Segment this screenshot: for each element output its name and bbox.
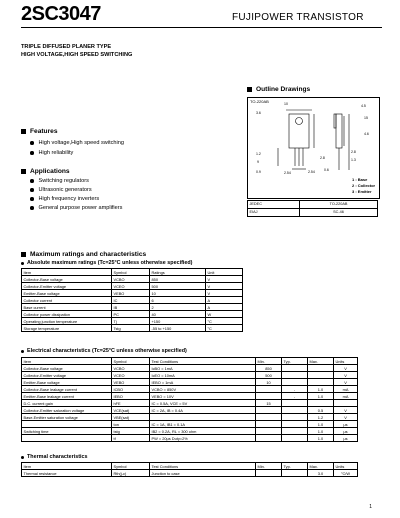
table-cell bbox=[282, 372, 308, 379]
column-header: Units bbox=[334, 358, 358, 365]
outline-heading: Outline Drawings bbox=[247, 86, 310, 93]
table-cell: Base-Emitter saturation voltage bbox=[22, 414, 112, 421]
column-header: Ratings bbox=[150, 269, 206, 276]
table-cell: 1.0 bbox=[308, 421, 334, 428]
square-bullet-icon bbox=[247, 87, 252, 92]
table-header-row bbox=[22, 358, 358, 365]
table-cell: IC = 2A, IB = 0.4A bbox=[150, 407, 256, 414]
header-rule bbox=[21, 27, 382, 28]
table-cell: 2 bbox=[150, 304, 206, 311]
table-cell: VEBO = 10V bbox=[150, 393, 256, 400]
table-row bbox=[22, 393, 358, 400]
table-cell: V bbox=[334, 407, 358, 414]
table-cell: mA bbox=[334, 393, 358, 400]
table-row bbox=[248, 201, 378, 209]
table-cell: Collector power dissipation bbox=[22, 311, 112, 318]
table-cell: 6 bbox=[150, 297, 206, 304]
bullet-icon bbox=[30, 151, 34, 155]
table-header-row bbox=[22, 269, 243, 276]
table-cell: hFE bbox=[112, 400, 150, 407]
table-cell bbox=[282, 421, 308, 428]
table-cell: Tstg bbox=[112, 325, 150, 332]
table-cell: Switching time bbox=[22, 428, 112, 435]
column-header: Item bbox=[22, 358, 112, 365]
dim-label: 2.8 bbox=[351, 150, 356, 154]
table-cell: °C bbox=[206, 325, 243, 332]
pin-legend bbox=[352, 177, 375, 195]
table-cell: IC bbox=[112, 297, 150, 304]
elec-char-table-body bbox=[22, 365, 358, 442]
pin-label: 1 : Base bbox=[352, 177, 368, 182]
table-cell bbox=[256, 386, 282, 393]
table-cell: 850 bbox=[150, 276, 206, 283]
table-cell: Collector-Emitter saturation voltage bbox=[22, 407, 112, 414]
dim-label: 2.8 bbox=[320, 156, 325, 160]
table-cell: D.C. current gain bbox=[22, 400, 112, 407]
bullet-icon bbox=[30, 188, 34, 192]
list-item: High reliability bbox=[30, 150, 73, 156]
table-row bbox=[22, 400, 358, 407]
bullet-icon bbox=[30, 206, 34, 210]
column-header: Typ. bbox=[282, 358, 308, 365]
table-cell: tstg bbox=[112, 428, 150, 435]
table-row bbox=[248, 209, 378, 217]
table-cell: 3.0 bbox=[308, 470, 334, 477]
table-row bbox=[22, 365, 358, 372]
table-cell: V bbox=[206, 290, 243, 297]
table-cell: Collector-Base voltage bbox=[22, 365, 112, 372]
list-item: Ultrasonic generators bbox=[30, 187, 92, 193]
table-cell: °C bbox=[206, 318, 243, 325]
table-cell: 10 bbox=[256, 379, 282, 386]
abs-max-table-body bbox=[22, 276, 243, 332]
abs-max-table bbox=[21, 268, 243, 332]
table-cell: mA bbox=[334, 386, 358, 393]
column-header: Symbol bbox=[112, 463, 150, 470]
list-item: General purpose power amplifiers bbox=[30, 205, 122, 211]
table-cell: Emitter-Base voltage bbox=[22, 290, 112, 297]
table-cell: SC-46 bbox=[300, 209, 378, 217]
table-cell: - bbox=[282, 386, 308, 393]
table-row bbox=[22, 379, 358, 386]
table-row bbox=[22, 414, 358, 421]
table-cell bbox=[334, 400, 358, 407]
table-cell: IcBO = 1mA bbox=[150, 365, 256, 372]
table-cell: °C/W bbox=[334, 470, 358, 477]
table-cell: IEBO bbox=[112, 393, 150, 400]
table-row bbox=[22, 297, 243, 304]
table-cell: JEDEC bbox=[248, 201, 300, 209]
column-header: Item bbox=[22, 269, 112, 276]
table-cell: EIAJ bbox=[248, 209, 300, 217]
table-cell: VCBO bbox=[112, 365, 150, 372]
table-cell: μs bbox=[334, 435, 358, 442]
table-cell: IC = 0.5A, VCE = 5V bbox=[150, 400, 256, 407]
list-item: High voltage,High speed switching bbox=[30, 140, 124, 146]
table-row bbox=[22, 318, 243, 325]
table-cell: IB bbox=[112, 304, 150, 311]
table-cell: V bbox=[334, 372, 358, 379]
table-cell: IcEO = 10mA bbox=[150, 372, 256, 379]
bullet-icon bbox=[21, 456, 24, 459]
dim-label: 1.2 bbox=[256, 152, 261, 156]
subtitle-line1: TRIPLE DIFFUSED PLANER TYPE bbox=[21, 44, 112, 50]
table-row bbox=[22, 435, 358, 442]
thermal-table-body bbox=[22, 470, 358, 477]
table-cell: Thermal resistance bbox=[22, 470, 112, 477]
table-cell: μs bbox=[334, 421, 358, 428]
table-cell: Emitter-Base leakage current bbox=[22, 393, 112, 400]
table-cell: 1.2 bbox=[308, 414, 334, 421]
table-cell: VCEO bbox=[112, 283, 150, 290]
table-cell bbox=[282, 407, 308, 414]
column-header: Max. bbox=[308, 358, 334, 365]
table-cell: +150 bbox=[150, 318, 206, 325]
part-number: 2SC3047 bbox=[21, 3, 101, 25]
column-header: Item bbox=[22, 463, 112, 470]
bullet-icon bbox=[21, 350, 24, 353]
table-cell bbox=[256, 435, 282, 442]
table-cell: TO-220AB bbox=[300, 201, 378, 209]
table-row bbox=[22, 386, 358, 393]
package-label: TO-220AB bbox=[250, 99, 269, 104]
table-cell bbox=[22, 435, 112, 442]
table-cell: Collector-Emitter voltage bbox=[22, 283, 112, 290]
pin-label: 2 : Collector bbox=[352, 183, 376, 188]
table-cell: IC = 1A, IB1 = 0.1A bbox=[150, 421, 256, 428]
table-row bbox=[22, 290, 243, 297]
table-cell: 850 bbox=[256, 365, 282, 372]
table-cell bbox=[256, 428, 282, 435]
table-cell bbox=[308, 372, 334, 379]
table-cell: V bbox=[206, 283, 243, 290]
table-cell: Collector current bbox=[22, 297, 112, 304]
dim-label: 15 bbox=[364, 116, 368, 120]
column-header: Unit bbox=[206, 269, 243, 276]
dim-label: 10 bbox=[284, 102, 288, 106]
table-cell: VEBO bbox=[112, 379, 150, 386]
table-cell: 10 bbox=[150, 290, 206, 297]
table-cell: Tj bbox=[112, 318, 150, 325]
dim-label: 0.6 bbox=[324, 168, 329, 172]
table-cell bbox=[282, 379, 308, 386]
square-bullet-icon bbox=[21, 169, 26, 174]
table-cell: 1.0 bbox=[308, 386, 334, 393]
table-cell: PC bbox=[112, 311, 150, 318]
table-cell: Storage temperature bbox=[22, 325, 112, 332]
table-cell: A bbox=[206, 304, 243, 311]
column-header: Symbol bbox=[112, 269, 150, 276]
dim-label: 3.6 bbox=[256, 111, 261, 115]
table-cell: PW = 20μs Duty=2% bbox=[150, 435, 256, 442]
features-heading: Features bbox=[21, 128, 58, 135]
table-cell: 15 bbox=[256, 400, 282, 407]
column-header: Units bbox=[334, 463, 358, 470]
table-cell bbox=[282, 470, 308, 477]
table-cell: 500 bbox=[150, 283, 206, 290]
table-cell bbox=[22, 421, 112, 428]
package-standard-table bbox=[247, 200, 378, 217]
column-header: Max. bbox=[308, 463, 334, 470]
pin-label: 3 : Emitter bbox=[352, 189, 372, 194]
column-header: Min. bbox=[256, 358, 282, 365]
table-cell: 1.0 bbox=[308, 393, 334, 400]
table-cell: 1.0 bbox=[308, 428, 334, 435]
table-cell bbox=[256, 414, 282, 421]
table-cell: 500 bbox=[256, 372, 282, 379]
table-cell: A bbox=[206, 297, 243, 304]
table-cell: tf bbox=[112, 435, 150, 442]
table-cell bbox=[282, 365, 308, 372]
column-header: Typ. bbox=[282, 463, 308, 470]
table-row bbox=[22, 283, 243, 290]
table-cell: Collector-Base voltage bbox=[22, 276, 112, 283]
table-cell: Operating junction temperature bbox=[22, 318, 112, 325]
manufacturer-title: FUJIPOWER TRANSISTOR bbox=[232, 12, 364, 23]
table-cell: VCBO bbox=[112, 276, 150, 283]
table-cell bbox=[308, 400, 334, 407]
table-cell: - bbox=[282, 393, 308, 400]
table-cell: 1.0 bbox=[308, 435, 334, 442]
table-row bbox=[22, 325, 243, 332]
table-cell bbox=[308, 365, 334, 372]
table-cell: Base current bbox=[22, 304, 112, 311]
table-cell bbox=[282, 414, 308, 421]
table-cell: μs bbox=[334, 428, 358, 435]
table-cell: ton bbox=[112, 421, 150, 428]
table-row bbox=[22, 421, 358, 428]
table-cell: -55 to +150 bbox=[150, 325, 206, 332]
table-cell: VCEO bbox=[112, 372, 150, 379]
column-header: Test Conditions bbox=[150, 358, 256, 365]
dim-label: 2.54 bbox=[308, 170, 315, 174]
bullet-icon bbox=[30, 141, 34, 145]
table-cell: VEBO bbox=[112, 290, 150, 297]
table-cell bbox=[256, 393, 282, 400]
abs-max-title: Absolute maximum ratings (Tc=25°C unless otherwise specified) bbox=[21, 260, 192, 266]
table-cell: VBE(sat) bbox=[112, 414, 150, 421]
list-item: High frequency inverters bbox=[30, 196, 99, 202]
list-item: Switching regulators bbox=[30, 178, 89, 184]
table-cell bbox=[308, 379, 334, 386]
table-cell: Rth(j-c) bbox=[112, 470, 150, 477]
table-row bbox=[22, 304, 243, 311]
table-cell: Emitter-Base voltage bbox=[22, 379, 112, 386]
bullet-icon bbox=[30, 197, 34, 201]
dim-label: 1.3 bbox=[351, 158, 356, 162]
subtitle-line2: HIGH VOLTAGE,HIGH SPEED SWITCHING bbox=[21, 52, 133, 58]
table-row bbox=[22, 276, 243, 283]
table-row bbox=[22, 470, 358, 477]
bullet-icon bbox=[21, 262, 24, 265]
square-bullet-icon bbox=[21, 252, 26, 257]
dim-label: 0.9 bbox=[256, 170, 261, 174]
table-cell bbox=[282, 435, 308, 442]
table-cell: IB2 = 0.2A, RL = 300 ohm bbox=[150, 428, 256, 435]
table-cell: ICBO bbox=[112, 386, 150, 393]
applications-heading: Applications bbox=[21, 168, 70, 175]
table-row bbox=[22, 372, 358, 379]
table-cell: V bbox=[334, 379, 358, 386]
dim-label: 4.6 bbox=[364, 132, 369, 136]
table-cell: W bbox=[206, 311, 243, 318]
table-cell bbox=[282, 400, 308, 407]
page-number: 1 bbox=[369, 504, 372, 510]
dim-label: 9 bbox=[257, 160, 259, 164]
table-cell bbox=[256, 407, 282, 414]
table-cell: V bbox=[206, 276, 243, 283]
table-cell: Collector-Base leakage current bbox=[22, 386, 112, 393]
table-cell bbox=[256, 470, 282, 477]
column-header: Symbol bbox=[112, 358, 150, 365]
table-cell: 0.5 bbox=[308, 407, 334, 414]
table-cell bbox=[282, 428, 308, 435]
table-cell: V bbox=[334, 414, 358, 421]
bullet-icon bbox=[30, 179, 34, 183]
table-row bbox=[22, 428, 358, 435]
column-header: Min. bbox=[256, 463, 282, 470]
square-bullet-icon bbox=[21, 129, 26, 134]
column-header: Test Conditions bbox=[150, 463, 256, 470]
table-row bbox=[22, 407, 358, 414]
table-cell: IEBO = 1mA bbox=[150, 379, 256, 386]
table-cell: V bbox=[334, 365, 358, 372]
dim-label: 4.5 bbox=[361, 104, 366, 108]
table-cell: Collector-Emitter voltage bbox=[22, 372, 112, 379]
table-row bbox=[22, 311, 243, 318]
table-cell bbox=[150, 414, 256, 421]
elec-char-table bbox=[21, 357, 358, 442]
ratings-heading: Maximum ratings and characteristics bbox=[21, 251, 146, 258]
table-header-row bbox=[22, 463, 358, 470]
table-cell: VCBO = 850V bbox=[150, 386, 256, 393]
thermal-title: Thermal characteristics bbox=[21, 454, 88, 460]
elec-char-title: Electrical characteristics (Tc=25°C unless otherwise specified) bbox=[21, 348, 187, 354]
dim-label: 2.54 bbox=[284, 171, 291, 175]
table-cell: 40 bbox=[150, 311, 206, 318]
table-cell: Junction to case bbox=[150, 470, 256, 477]
thermal-table bbox=[21, 462, 358, 477]
table-cell bbox=[256, 421, 282, 428]
table-cell: VCE(sat) bbox=[112, 407, 150, 414]
outline-drawing-box bbox=[247, 97, 380, 199]
